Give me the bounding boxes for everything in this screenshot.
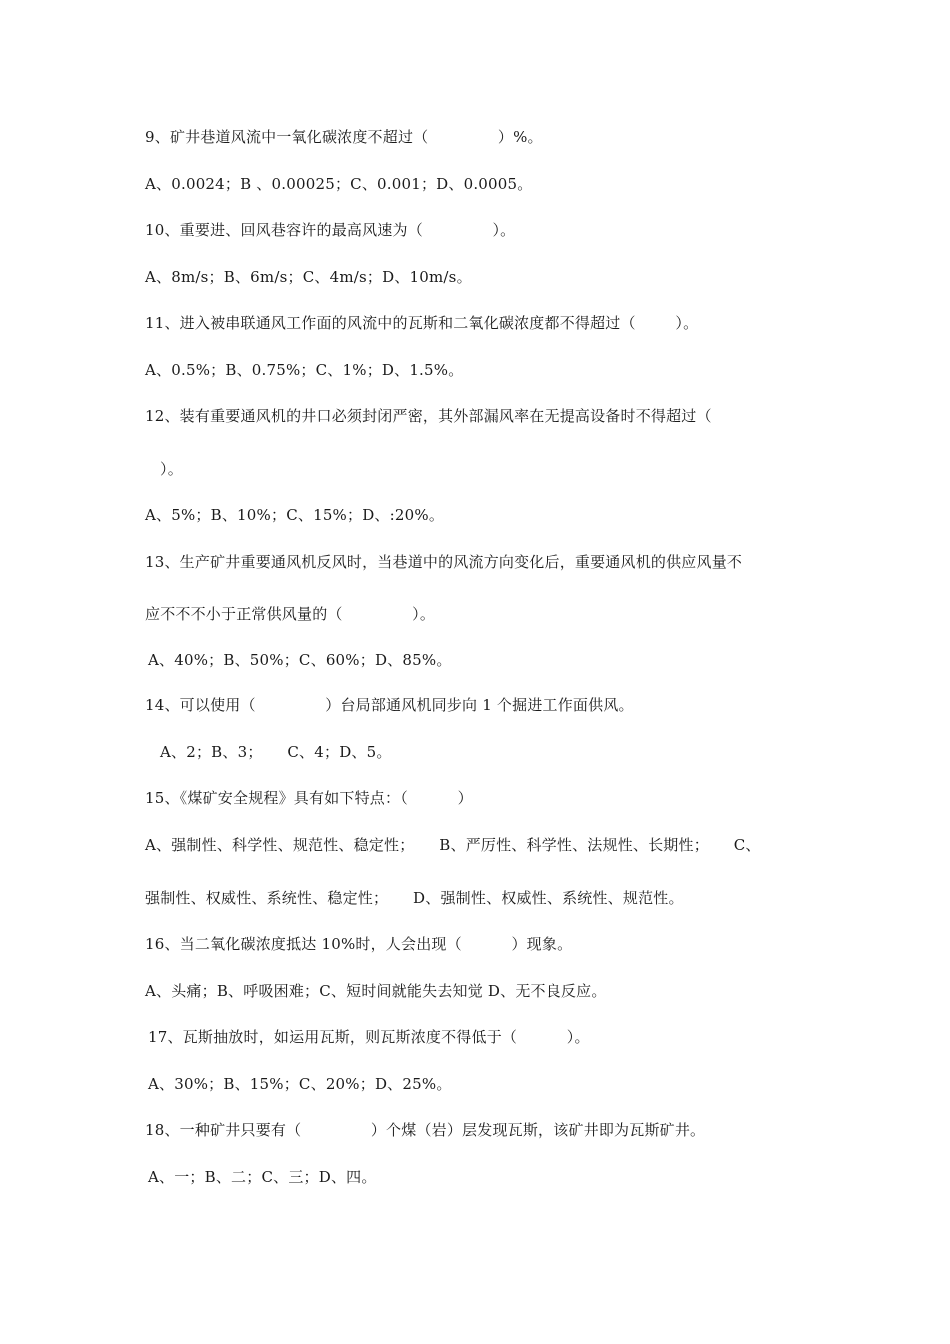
question-12: 12、装有重要通风机的井口必须封闭严密，其外部漏风率在无提高设备时不得超过（: [145, 407, 712, 425]
options-9: A、0.0024；B 、0.00025；C、0.001；D、0.0005。: [145, 175, 533, 193]
question-9: 9、矿井巷道风流中一氧化碳浓度不超过（ ）%。: [145, 128, 543, 146]
options-15-line-2: 强制性、权威性、系统性、稳定性； D、强制性、权威性、系统性、规范性。: [145, 889, 684, 907]
options-16: A、头痛；B、呼吸困难；C、短时间就能失去知觉 D、无不良反应。: [145, 982, 607, 1000]
options-13: A、40%；B、50%；C、60%；D、85%。: [148, 651, 452, 669]
question-18: 18、一种矿井只要有（ ）个煤（岩）层发现瓦斯，该矿井即为瓦斯矿井。: [145, 1121, 706, 1139]
question-16: 16、当二氧化碳浓度抵达 10%时，人会出现（ ）现象。: [145, 935, 573, 953]
question-10: 10、重要进、回风巷容许的最高风速为（ ）。: [145, 221, 516, 239]
question-13: 13、生产矿井重要通风机反风时，当巷道中的风流方向变化后，重要通风机的供应风量不: [145, 553, 743, 571]
question-11: 11、进入被串联通风工作面的风流中的瓦斯和二氧化碳浓度都不得超过（ ）。: [145, 314, 699, 332]
options-11: A、0.5%；B、0.75%；C、1%；D、1.5%。: [145, 361, 464, 379]
question-15: 15、《煤矿安全规程》具有如下特点：（ ）: [145, 789, 473, 807]
question-13-continued: 应不不不小于正常供风量的（ ）。: [145, 605, 436, 623]
options-10: A、8m/s；B、6m/s；C、4m/s；D、10m/s。: [145, 268, 472, 286]
options-17: A、30%；B、15%；C、20%；D、25%。: [148, 1075, 452, 1093]
options-14: A、2；B、3； C、4；D、5。: [160, 743, 392, 761]
options-18: A、一；B、二；C、三；D、四。: [148, 1168, 377, 1186]
question-14: 14、可以使用（ ）台局部通风机同步向 1 个掘进工作面供风。: [145, 696, 634, 714]
question-12-continued: ）。: [160, 460, 183, 478]
question-17: 17、瓦斯抽放时，如运用瓦斯，则瓦斯浓度不得低于（ ）。: [148, 1028, 590, 1046]
options-12: A、5%；B、10%；C、15%；D、:20%。: [145, 506, 445, 524]
options-15-line-1: A、强制性、科学性、规范性、稳定性； B、严厉性、科学性、法规性、长期性； C、: [145, 836, 761, 854]
